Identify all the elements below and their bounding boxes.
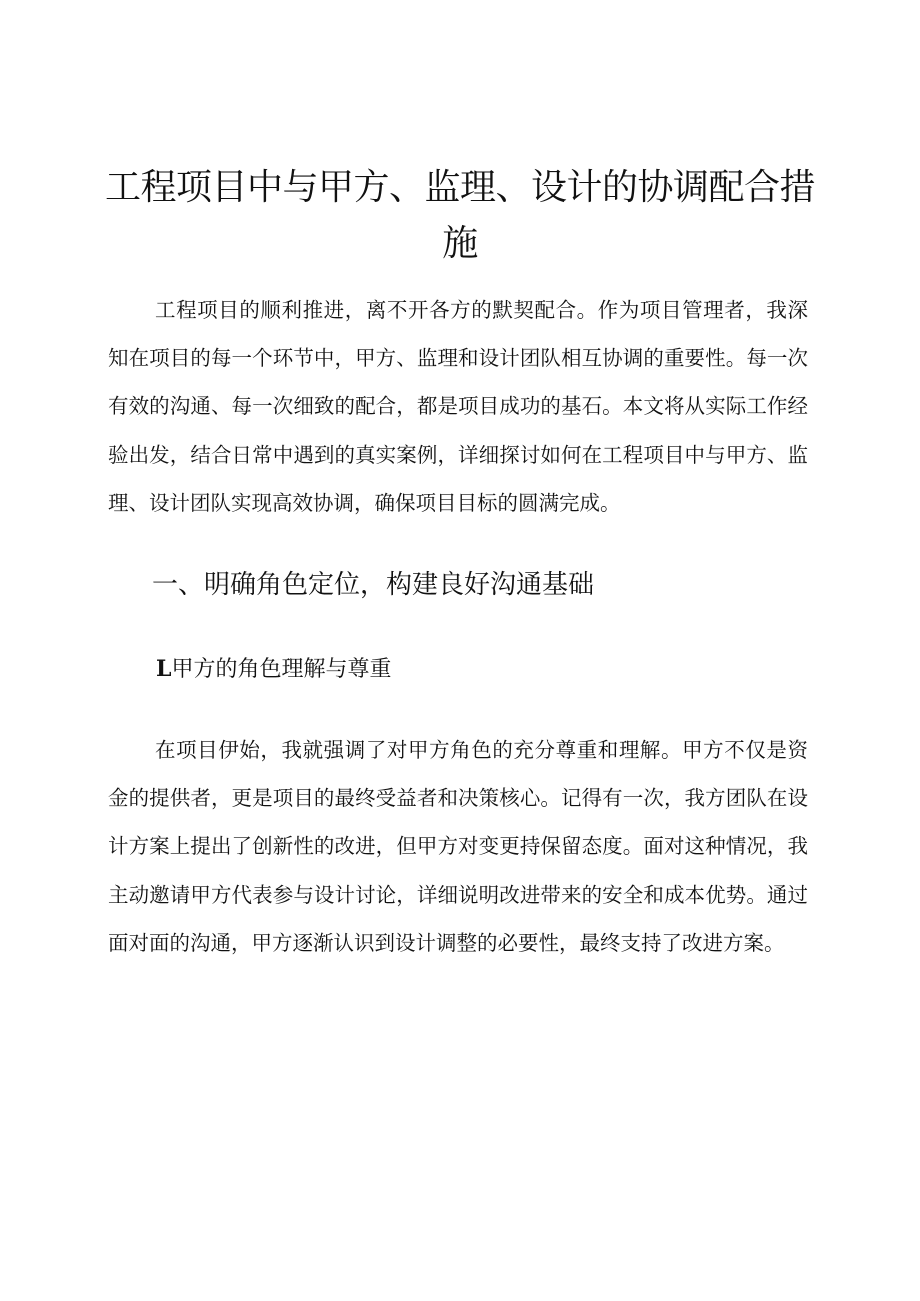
intro-paragraph: 工程项目的顺利推进，离不开各方的默契配合。作为项目管理者，我深知在项目的每一个环节中，甲方、监理和设计团队相互协调的重要性。每一次有效的沟通、每一次细致的配合，都是项目成功的基石。本文将从实际工作经验出发，结合日常中遇到的真实案例，详细探讨如何在工程项目中与甲方、监理、设计团队实现高效协调，确保项目目标的圆满完成。: [108, 298, 808, 515]
subsection-heading: [156, 651, 756, 688]
subsection-title: 甲方的角色理解与尊重: [171, 657, 392, 682]
body-paragraph: 在项目伊始，我就强调了对甲方角色的充分尊重和理解。甲方不仅是资金的提供者，更是项目的最终受益者和决策核心。记得有一次，我方团队在设计方案上提出了创新性的改进，但甲方对变更持保留态度。面对这种情况，我主动邀请甲方代表参与设计讨论，详细说明改进带来的安全和成本优势。通过面对面的沟通，甲方逐渐认识到设计调整的必要性，最终支持了改进方案。: [108, 738, 808, 955]
document-title: 工程项目中与甲方、监理、设计的协调配合措施: [104, 167, 815, 264]
section-heading: 一、明确角色定位，构建良好沟通基础: [152, 570, 595, 600]
subsection-number: L: [156, 656, 172, 682]
